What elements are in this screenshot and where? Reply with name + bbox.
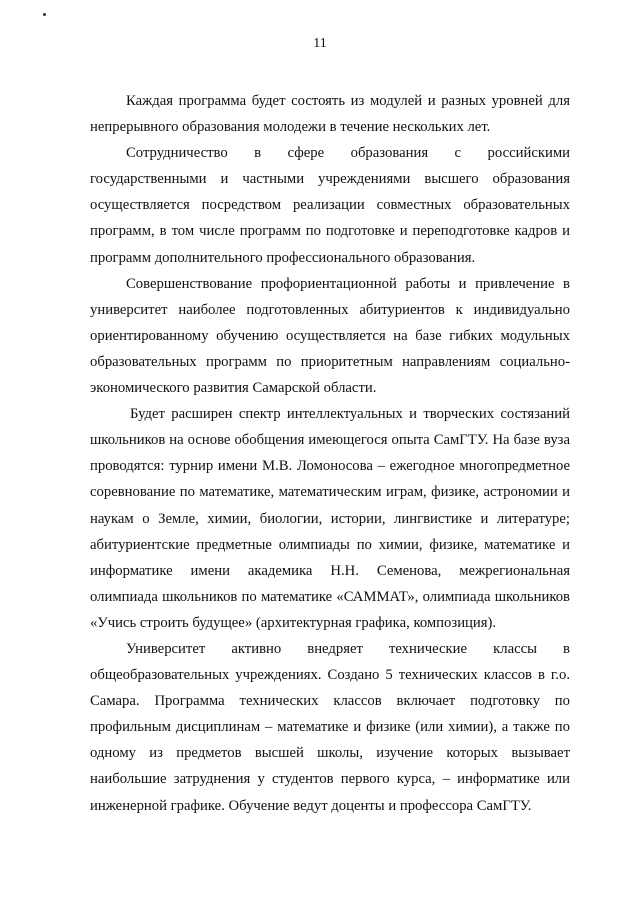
paragraph-career-guidance: Совершенствование профориентационной работы и привлечение в университет наиболее подготовленных абитуриентов к индивидуально ориентированному обучению осуществляется на базе гибких модульных образовательных программ по приоритетным направлениям социально-экономического развития Самарской области. (90, 275, 570, 397)
paragraph-program-modules: Каждая программа будет состоять из модулей и разных уровней для непрерывного образования молодежи в течение нескольких лет. (90, 93, 570, 136)
page-number: 11 (313, 36, 327, 51)
document-body (90, 88, 570, 819)
paragraph-cooperation: Сотрудничество в сфере образования с российскими государственными и частными учреждениями высшего образования осуществляется посредством реализации совместных образовательных программ, в том числе программ по подготовке и переподготовке кадров и программ дополнительного профессионального образования. (90, 145, 570, 266)
scan-artifact-dot (43, 13, 46, 16)
paragraph-technical-classes: Университет активно внедряет технические классы в общеобразовательных учреждениях. Создано 5 технических классов в г.о. Самара. Программа технических классов включает подготовку по профильным дисциплинам – математике и физике (или химии), а также по одному из предметов высшей школы, изучение которых вызывает наибольшие затруднения у студентов первого курса, – информатике или инженерной графике. Обучение ведут доценты и профессора СамГТУ. (90, 640, 570, 814)
paragraph-competitions: Будет расширен спектр интеллектуальных и творческих состязаний школьников на основе обобщения имеющегося опыта СамГТУ. На базе вуза проводятся: турнир имени М.В. Ломоносова – ежегодное многопредметное соревнование по математике, математическим играм, физике, астрономии и наукам о Земле, химии, биологии, истории, лингвистике и литературе; абитуриентские предметные олимпиады по химии, физике, математике и информатике имени академика Н.Н. Семенова, межрегиональная олимпиада школьников по математике «САММАТ», олимпиада школьников «Учись строить будущее» (архитектурная графика, композиция). (90, 406, 570, 631)
